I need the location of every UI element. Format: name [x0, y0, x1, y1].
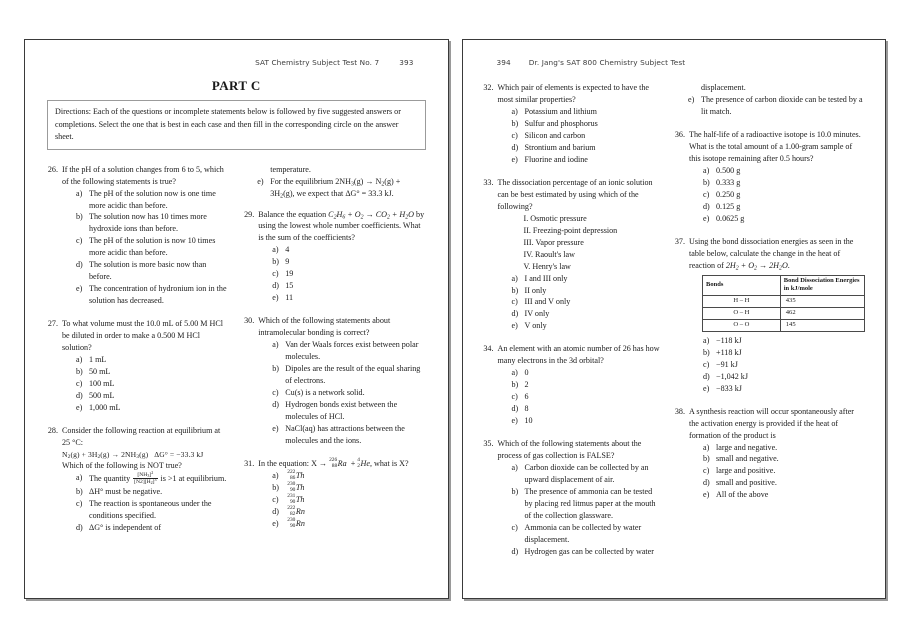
left-page [24, 39, 449, 599]
option[interactable]: b) 2 [511, 380, 529, 390]
option[interactable]: a) Potassium and lithium [511, 106, 597, 116]
option-28d-text: ΔG° is independent of [89, 522, 162, 532]
option[interactable]: e) 10 [511, 416, 533, 426]
question-29-options [258, 244, 425, 304]
nuclide-ra226: 226 88 [329, 457, 338, 469]
option-continued: displacement. [701, 83, 746, 92]
option[interactable]: d) IV only [511, 309, 550, 319]
option[interactable]: e) 0.0625 g [703, 213, 745, 223]
option[interactable]: e) NaCl(aq) has attractions between the molecules and the ions. [272, 423, 405, 445]
option[interactable]: b) 0.333 g [703, 177, 741, 187]
option[interactable]: b) 50 mL [76, 367, 111, 377]
question-37-number: 37. [674, 236, 685, 246]
bond-value: 462 [780, 307, 864, 319]
question-34 [483, 343, 661, 427]
question-35-stem: Which of the following statements about the process of gas collection is FALSE? [497, 439, 642, 461]
option[interactable]: a) Van der Waals forces exist between polar molecules. [272, 340, 419, 362]
question-32-stem: Which pair of elements is expected to have the most similar properties? [497, 83, 649, 104]
bond-name: O – H [703, 307, 781, 319]
question-34-number: 34. [483, 344, 494, 354]
right-page-column-2 [674, 82, 865, 569]
nuclide-option-e: 230 90 Rn [287, 517, 305, 529]
table-row [703, 307, 865, 319]
question-31-number: 31. [244, 458, 255, 468]
right-page [462, 39, 887, 599]
option[interactable]: c) Ammonia can be collected by water displacement. [511, 522, 642, 544]
option[interactable]: d) The solution is more basic now than before. [76, 260, 207, 282]
question-34-stem: An element with an atomic number of 26 has how many electrons in the 3d orbital? [497, 344, 660, 366]
option[interactable]: b) Dipoles are the result of the equal sharing of electrons. [272, 364, 421, 386]
question-32-number: 32. [483, 83, 494, 92]
bond-name: H – H [703, 296, 781, 308]
option[interactable]: b) ΔH° must be negative. [76, 486, 163, 496]
question-30-number: 30. [244, 316, 255, 326]
nuclide-option-a: 222 86 Th [287, 469, 305, 481]
option[interactable]: d) 0.125 g [703, 201, 741, 211]
question-28-options [62, 472, 229, 533]
bond-name: O – O [703, 319, 781, 331]
option[interactable]: b) 9 [272, 257, 290, 267]
question-38-stem: A synthesis reaction will occur spontaneously after the activation energy is provided if the heat of formation of the product is [689, 406, 854, 440]
bond-value: 435 [780, 296, 864, 308]
option[interactable]: b) +118 kJ [703, 347, 742, 357]
option[interactable]: c) The reaction is spontaneous under the conditions specified. [76, 498, 212, 520]
question-35 [483, 438, 661, 558]
nuclide-he4: 4 2 [357, 457, 360, 469]
part-title: PART C [211, 78, 261, 93]
question-33-roman-list [498, 213, 661, 273]
option[interactable]: d) 500 mL [76, 391, 115, 401]
option[interactable]: b) The solution now has 10 times more hydroxide ions than before. [76, 212, 207, 234]
question-36-number: 36. [674, 129, 685, 139]
question-30 [243, 315, 425, 447]
question-31 [243, 458, 425, 530]
option[interactable]: a) 4 [272, 245, 290, 255]
option-28d-continued: temperature. [270, 164, 311, 174]
question-36-options [689, 165, 865, 225]
question-29-formula: $C_2H_6 + O_2 \to CO_2 + H_2O$ [328, 209, 414, 220]
roman-item: V. Henry's law [523, 261, 571, 271]
option[interactable]: e) For the equilibrium $2NH_3(g) \to N_2(g) + 3H_2(g)$, we expect that ΔG° = 33.3 kJ. [257, 176, 425, 200]
option[interactable]: c) 100 mL [76, 379, 115, 389]
nuclide-option-b: 230 90 Th [287, 481, 305, 493]
option[interactable]: d) 222 82 Rn [272, 506, 425, 518]
question-31-options [258, 470, 425, 530]
option[interactable]: b) 230 90 Th [272, 482, 425, 494]
option-28a-text: The quantity $\frac{[NH_3]^2}{[N2][H_2]^3}$ is >1 at equilibrium. [89, 470, 227, 486]
question-28-equation: $N_2(g) + 3H_2(g) \to 2NH_3(g) \Delta G^\circ = -33.3$ kJ [62, 449, 204, 461]
option[interactable]: e) 1,000 mL [76, 403, 121, 412]
option[interactable]: a) 1 mL [76, 355, 107, 365]
question-31-stem: In the equation: X → 226 88 Ra + 4 2 He, what is X? [258, 457, 409, 469]
question-35-options [498, 462, 661, 558]
question-38 [674, 406, 865, 502]
bond-dissociation-table [702, 275, 865, 332]
option[interactable]: d) Hydrogen bonds exist between the molecules of HCl. [272, 400, 398, 421]
table-row [703, 319, 865, 331]
nuclide-option-d: 222 82 Rn [287, 505, 305, 517]
bond-value: 145 [780, 319, 864, 331]
question-36-stem: The half-life of a radioactive isotope is 10.0 minutes. What is the total amount of a 1.00-gram sample of this isotope remaining after 0.5 hours? [689, 129, 861, 163]
option[interactable]: d) −1,042 kJ [703, 371, 748, 381]
option[interactable]: e) −833 kJ [703, 383, 742, 393]
option[interactable]: a) The quantity $\frac{[NH_3]^2}{[N2][H_2]^3}$ is >1 at equilibrium. [76, 472, 229, 486]
option[interactable]: a) 222 86 Th [272, 470, 425, 482]
question-28-number: 28. [47, 425, 58, 435]
question-28-options-continued [243, 164, 425, 200]
left-page-number: 393 [399, 58, 414, 67]
question-28-stem: Consider the following reaction at equilibrium at 25 °C: [62, 425, 221, 447]
right-page-column-1 [483, 82, 661, 569]
left-page-column-2 [243, 164, 425, 545]
question-26-stem: If the pH of a solution changes from 6 to 5, which of the following statements is true? [62, 164, 224, 186]
option[interactable]: c) large and positive. [703, 466, 776, 476]
question-30-options [258, 339, 425, 447]
question-26 [47, 164, 229, 308]
question-29-number: 29. [244, 209, 255, 219]
question-29-stem: Balance the equation $C_2H_6 + O_2 \to CO_2 + H_2O$ by using the lowest whole number coefficients. What is the sum of the coefficients? [258, 209, 425, 243]
question-28-continued [243, 164, 425, 200]
option[interactable]: e) V only [511, 321, 547, 331]
option[interactable]: a) I and III only [511, 273, 568, 283]
option[interactable]: d) Hydrogen gas can be collected by water [512, 546, 661, 558]
question-33-number: 33. [483, 177, 494, 187]
question-28-stem-2: Which of the following is NOT true? [62, 461, 182, 471]
option[interactable]: e) 11 [272, 293, 294, 303]
question-26-number: 26. [47, 164, 58, 174]
option[interactable]: d) 15 [272, 281, 294, 291]
question-27-stem: To what volume must the 10.0 mL of 5.00 M HCl be diluted in order to make a 0.500 M HCl solution? [62, 319, 223, 353]
option[interactable]: a) 0 [511, 368, 529, 378]
option[interactable]: e) The concentration of hydronium ion in the solution has decreased. [76, 284, 227, 306]
roman-item: III. Vapor pressure [523, 237, 584, 247]
right-page-columns [483, 82, 866, 569]
option[interactable]: b) The presence of ammonia can be tested by placing red litmus paper at the mouth of the collection glassware. [511, 487, 656, 520]
table-header-row [703, 275, 865, 296]
option[interactable]: a) The pH of the solution now is one time more acidic than before. [76, 188, 216, 210]
option[interactable]: d) small and positive. [703, 478, 777, 488]
option[interactable]: e) 230 90 Rn [272, 518, 425, 530]
question-27-options [62, 354, 229, 414]
question-35-continued [674, 82, 865, 118]
option[interactable]: b) II only [511, 285, 547, 295]
question-34-options [498, 367, 661, 427]
right-page-number: 394 [496, 58, 511, 67]
option[interactable]: b) Sulfur and phosphorus [511, 118, 598, 128]
question-30-stem: Which of the following statements about intramolecular bonding is correct? [258, 316, 391, 338]
question-28 [47, 425, 229, 534]
option[interactable]: c) Cu(s) is a network solid. [272, 388, 365, 398]
directions-box: Directions: Each of the questions or incomplete statements below is followed by five suggested answers or completions. Select the one that is best in each case and then fill in the corresponding circle on the answer sheet. [47, 100, 426, 150]
right-header-title: Dr. Jang's SAT 800 Chemistry Subject Test [528, 58, 686, 67]
roman-item: I. Osmotic pressure [523, 213, 587, 223]
option[interactable]: d) ΔG° is independent of [76, 522, 229, 534]
option[interactable]: d) Strontium and barium [511, 142, 596, 152]
option[interactable]: c) 0.250 g [703, 189, 741, 199]
question-29 [243, 209, 425, 305]
option-continued [257, 164, 425, 176]
equilibrium-fraction: $\frac{[NH_3]^2}{[N2][H_2]^3}$ [134, 470, 157, 486]
option[interactable]: e) Fluorine and iodine [511, 154, 588, 164]
option[interactable]: c) 6 [511, 392, 529, 402]
option[interactable]: c) The pH of the solution is now 10 times more acidic than before. [76, 236, 216, 258]
question-35-number: 35. [483, 439, 494, 449]
option[interactable]: c) Silicon and carbon [511, 130, 586, 140]
right-page-header [483, 58, 866, 72]
question-26-options [62, 188, 229, 308]
option[interactable]: e) All of the above [703, 490, 769, 500]
question-37-options [689, 335, 865, 395]
option[interactable]: c) III and V only [511, 297, 571, 307]
question-35-options-continued [674, 82, 865, 118]
question-37 [674, 236, 865, 395]
question-32-options [498, 106, 661, 166]
question-33-stem: The dissociation percentage of an ionic solution can be best estimated by using which of the following? [497, 177, 653, 211]
option[interactable]: e) The presence of carbon dioxide can be tested by a lit match. [688, 94, 863, 116]
header-energies: Bond Dissociation Energies in kJ/mole [780, 275, 864, 296]
header-bonds: Bonds [703, 275, 781, 296]
question-38-number: 38. [674, 406, 685, 416]
option-35d-partial: Hydrogen gas can be collected by water [524, 546, 654, 556]
roman-item: II. Freezing-point depression [523, 225, 618, 235]
left-header-title: SAT Chemistry Subject Test No. 7 [255, 58, 380, 67]
question-32 [483, 82, 661, 166]
option[interactable]: a) 0.500 g [703, 165, 741, 175]
option[interactable]: c) 19 [272, 269, 294, 279]
left-page-column-1 [47, 164, 229, 545]
option[interactable]: a) Carbon dioxide can be collected by an upward displacement of air. [511, 463, 649, 485]
question-33-options [498, 273, 661, 333]
question-27 [47, 318, 229, 414]
question-37-formula: $2H_2 + O_2 \to 2H_2O$ [725, 260, 788, 271]
roman-item: IV. Raoult's law [523, 249, 575, 259]
table-row [703, 296, 865, 308]
option[interactable]: b) small and negative. [703, 454, 779, 464]
question-33 [483, 177, 661, 333]
question-36 [674, 129, 865, 225]
left-page-columns [47, 164, 426, 545]
option[interactable]: a) −118 kJ [703, 335, 742, 345]
question-38-options [689, 442, 865, 502]
question-37-stem: Using the bond dissociation energies as seen in the table below, calculate the change in the heat of reaction of $2H_2 + O_2 \to 2H_2O$. [689, 236, 854, 271]
option[interactable]: c) 231 90 Th [272, 494, 425, 506]
option[interactable]: c) −91 kJ [703, 359, 738, 369]
nuclide-option-c: 231 90 Th [287, 493, 305, 505]
option[interactable]: d) 8 [511, 404, 529, 414]
left-page-header [47, 58, 426, 72]
option-28e-text: For the equilibrium $2NH_3(g) \to N_2(g) + 3H_2(g)$, we expect that ΔG° = 33.3 kJ. [270, 176, 401, 199]
option[interactable]: a) large and negative. [703, 442, 778, 452]
question-27-number: 27. [47, 319, 58, 329]
